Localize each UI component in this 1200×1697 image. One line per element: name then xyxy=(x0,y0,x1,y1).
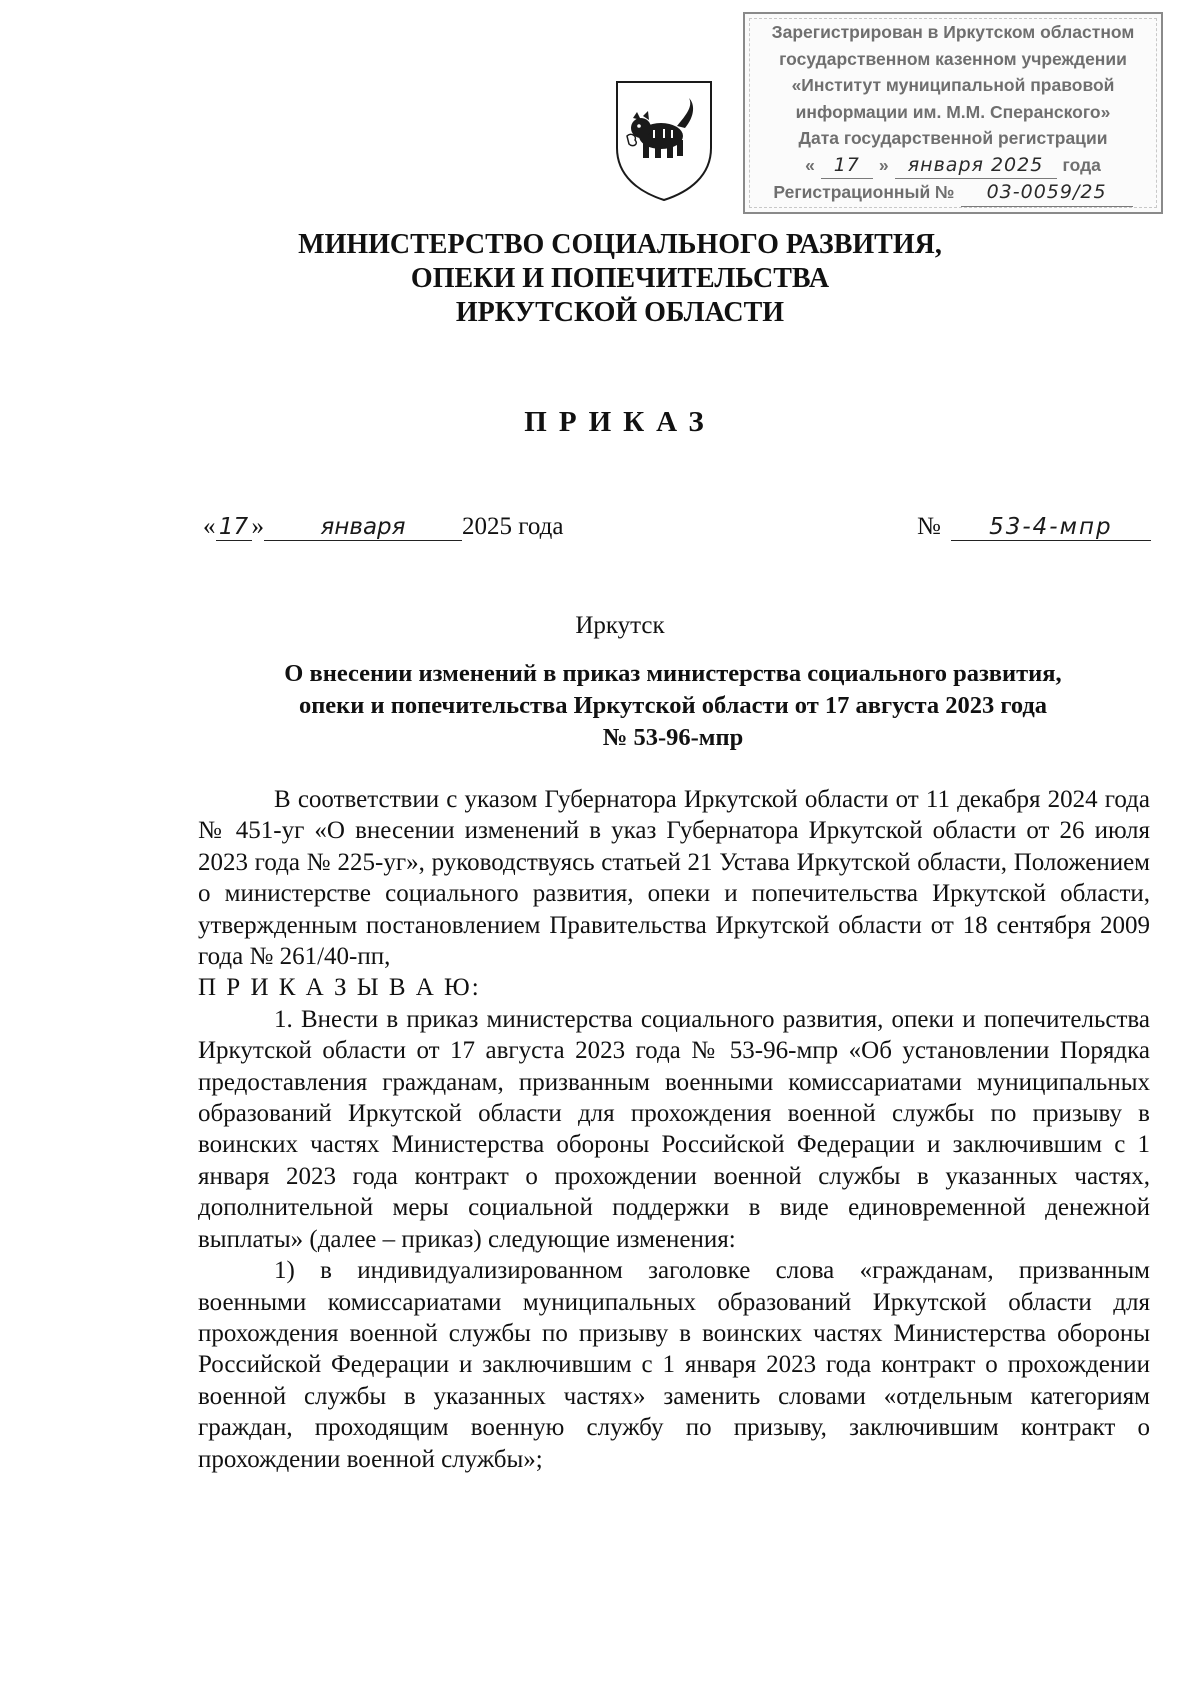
stamp-reg-number: 03-0059/25 xyxy=(961,179,1133,207)
stamp-date-month-year: января 2025 xyxy=(895,152,1057,180)
order-number xyxy=(917,513,1151,541)
item-paragraph: 1. Внести в приказ министерства социального развития, опеки и попечительства Иркутской области от 17 августа 2023 года № 53-96-мпр «Об установлении Порядка предоставления гражданам, призванным военными комиссариатами муниципальных образований Иркутской области для прохождения военной службы по призыву в воинских частях Министерства обороны Российской Федерации и заключившим с 1 января 2023 года контракт о прохождении военной службы в указанных частях, дополнительной меры социальной поддержки в виде единовременной денежной выплаты» (далее – приказ) следующие изменения: xyxy=(198,1005,1150,1253)
stamp-reg-label: Регистрационный № xyxy=(773,182,955,202)
document-title: ПРИКАЗ xyxy=(524,406,716,438)
ministry-line: ОПЕКИ И ПОПЕЧИТЕЛЬСТВА xyxy=(410,263,830,294)
subject-line: О внесении изменений в приказ министерства социального развития, xyxy=(284,660,1062,687)
stamp-line: государственном казенном учреждении xyxy=(779,48,1127,69)
stamp-line: Дата государственной регистрации xyxy=(798,128,1108,148)
order-subject xyxy=(198,658,1148,754)
subject-line: № 53-96-мпр xyxy=(602,724,744,751)
ministry-heading xyxy=(200,228,1040,330)
order-body xyxy=(198,784,1150,1475)
number-label: № xyxy=(917,513,941,540)
stamp-quote-open: « xyxy=(805,154,815,175)
city: Иркутск xyxy=(575,612,665,639)
stamp-date-suffix: года xyxy=(1062,154,1101,175)
date-month: января xyxy=(264,514,462,541)
number-value: 53-4-мпр xyxy=(951,514,1151,541)
stamp-line: информации им. М.М. Сперанского» xyxy=(795,101,1111,122)
registration-stamp xyxy=(743,12,1163,214)
date-day: 17 xyxy=(216,514,252,541)
stamp-line: Зарегистрирован в Иркутском областном xyxy=(771,22,1135,42)
preamble-paragraph: В соответствии с указом Губернатора Иркутской области от 11 декабря 2024 года № 451-уг «О внесении изменений в указ Губернатора Иркутской области от 26 июля 2023 года № 225-уг», руководствуясь статьей 21 Устава Иркутской области, Положением о министерстве социального развития, опеки и попечительства Иркутской области, утвержденным постановлением Правительства Иркутской области от 18 сентября 2009 года № 261/40-пп, xyxy=(198,786,1150,971)
subject-line: опеки и попечительства Иркутской области от 17 августа 2023 года xyxy=(298,692,1048,719)
stamp-quote-close: » xyxy=(878,154,889,175)
command-line: П Р И К А З Ы В А Ю: xyxy=(198,974,481,1002)
ministry-line: ИРКУТСКОЙ ОБЛАСТИ xyxy=(455,297,785,328)
subitem-paragraph: 1) в индивидуализированном заголовке слова «гражданам, призванным военными комиссариатами муниципальных образований Иркутской области для прохождения военной службы по призыву в воинских частях Министерства обороны Российской Федерации и заключившим с 1 января 2023 года контракт о прохождении военной службы в указанных частях» заменить словами «отдельным категориям граждан, проходящим военную службу по призыву, заключившим контракт о прохождении военной службы»; xyxy=(198,1257,1150,1473)
stamp-date-day: 17 xyxy=(821,152,873,180)
stamp-registration-date xyxy=(745,152,1161,180)
date-year: 2025 года xyxy=(462,513,564,540)
stamp-registration-number xyxy=(745,179,1161,207)
date-quote-open: « xyxy=(203,513,216,540)
order-date xyxy=(203,513,563,541)
date-quote-close: » xyxy=(251,513,264,540)
stamp-line: «Институт муниципальной правовой xyxy=(791,75,1115,95)
coat-of-arms-icon xyxy=(613,78,715,204)
ministry-line: МИНИСТЕРСТВО СОЦИАЛЬНОГО РАЗВИТИЯ, xyxy=(298,229,942,260)
